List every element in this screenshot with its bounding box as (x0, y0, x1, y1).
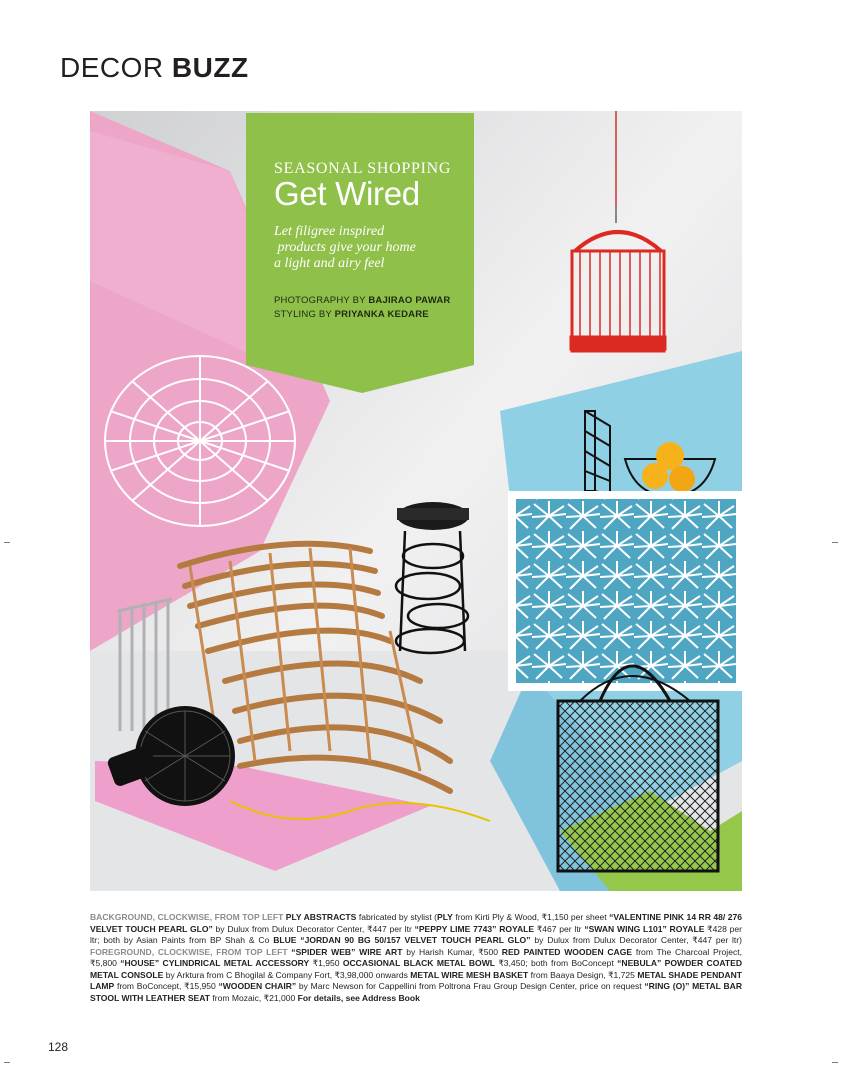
caption-text: by Harish Kumar, ₹500 (402, 946, 502, 957)
product-name: RED PAINTED WOODEN CAGE (501, 946, 633, 957)
caption-section-label: BACKGROUND, CLOCKWISE, FROM TOP LEFT (90, 912, 286, 922)
credit-label: PHOTOGRAPHY BY (274, 295, 369, 306)
product-name: BLUE “JORDAN 90 BG 50/157 VELVET TOUCH PEARL GLO” (273, 935, 531, 945)
caption-text: from BoConcept, ₹15,950 (114, 981, 219, 991)
caption-text: from Kirti Ply & Wood, ₹1,150 per sheet (452, 912, 610, 922)
credit-name: BAJIRAO PAWAR (368, 295, 451, 306)
product-name: “WOODEN CHAIR” (218, 981, 297, 991)
product-name: “NEBULA” POWDER COATED METAL CONSOLE (90, 958, 742, 980)
section-name: DECOR (60, 52, 172, 83)
crop-mark (832, 542, 838, 543)
section-header (60, 52, 249, 84)
caption-text: ₹3,450; both from BoConcept (494, 958, 618, 968)
caption-text: from Baaya Design, ₹1,725 (528, 969, 638, 980)
credit-name: PRIYANKA KEDARE (334, 309, 429, 320)
page-number: 128 (48, 1040, 69, 1054)
product-name: PLY (437, 912, 453, 922)
caption-text: ₹1,950 (309, 958, 343, 968)
product-name: “SPIDER WEB” WIRE ART (291, 946, 403, 957)
product-name: METAL SHADE PENDANT LAMP (90, 969, 742, 991)
credit-label: STYLING BY (274, 309, 335, 320)
product-name: OCCASIONAL BLACK METAL BOWL (342, 958, 495, 968)
product-name: “RING (O)” METAL BAR STOOL WITH LEATHER SEAT (90, 981, 742, 1003)
caption-text: by Marc Newson for Cappellini from Poltrona Frau Group Design Center, price on request (296, 981, 645, 991)
dek-line: products give your home (274, 240, 416, 255)
photography-credit (274, 295, 450, 306)
feature-dek (274, 224, 464, 272)
feature-title: Get Wired (274, 175, 420, 212)
crop-mark (4, 542, 10, 543)
caption-section-label: FOREGROUND, CLOCKWISE, FROM TOP LEFT (90, 946, 292, 957)
caption-text: by Arktura from C Bhogilal & Company Fort, ₹3,98,000 onwards (163, 969, 411, 980)
caption-text: ₹467 per ltr (534, 923, 585, 934)
feature-kicker: SEASONAL SHOPPING (274, 160, 452, 177)
product-name: For details, see Address Book (297, 992, 420, 1003)
caption-text: by Dulux from Dulux Decorator Center, ₹447 per ltr) (530, 935, 742, 945)
caption-text: ₹428 per ltr; both by Asian Paints from BP Shah & Co (90, 923, 742, 945)
photo-caption (90, 912, 742, 1004)
styling-credit (274, 309, 429, 320)
caption-text: by Dulux from Dulux Decorator Center, ₹447 per ltr (212, 923, 415, 934)
product-name: “PEPPY LIME 7743” ROYALE (414, 923, 535, 934)
product-name: PLY ABSTRACTS (285, 912, 357, 922)
product-name: “HOUSE” CYLINDRICAL METAL ACCESSORY (120, 958, 310, 968)
product-name: “VALENTINE PINK 14 RR 48/ 276 VELVET TOUCH PEARL GLO” (90, 912, 742, 934)
dek-line: a light and airy feel (274, 256, 385, 271)
caption-text: from Mozaic, ₹21,000 (209, 992, 298, 1003)
section-name-bold: BUZZ (171, 52, 249, 83)
crop-mark (832, 1062, 838, 1063)
dek-line: Let filigree inspired (274, 224, 385, 239)
caption-text: fabricated by stylist ( (356, 912, 438, 922)
caption-text: from The Charcoal Project, ₹5,800 (90, 946, 742, 968)
product-name: “SWAN WING L101” ROYALE (584, 923, 705, 934)
crop-mark (4, 1062, 10, 1063)
product-name: METAL WIRE MESH BASKET (410, 969, 529, 980)
feature-banner (246, 113, 474, 393)
